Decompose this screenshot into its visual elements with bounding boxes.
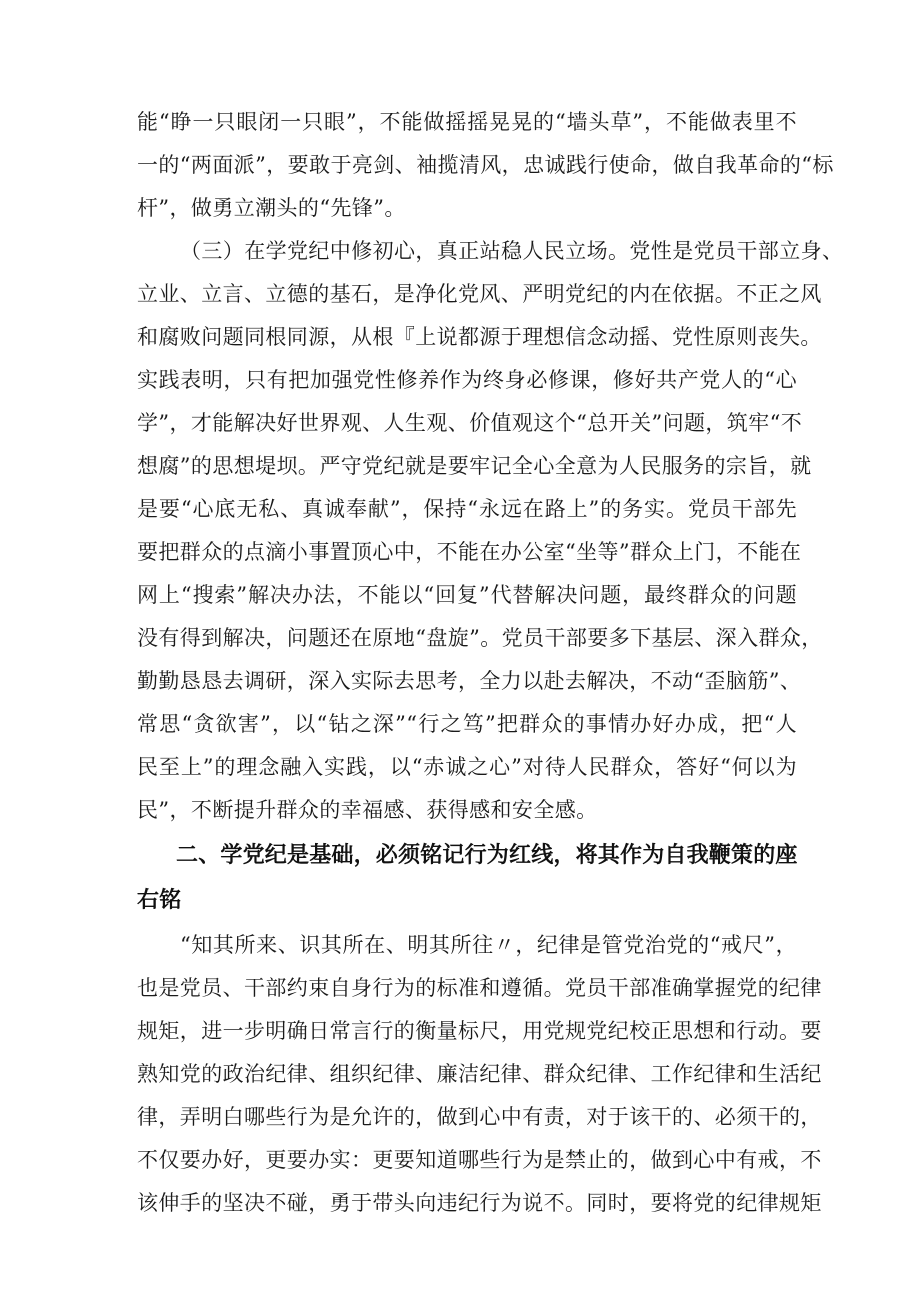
section-heading-continued: 右铭	[137, 888, 182, 913]
section-heading: 二、学党纪是基础，必须铭记行为红线，将其作为自我鞭策的座	[176, 843, 798, 868]
paragraph-line: 能“睁一只眼闭一只眼”，不能做摇摇晃晃的“墙头草”，不能做表里不	[137, 110, 797, 134]
paragraph-line: 常思“贪欲害”，以“钻之深”“行之笃”把群众的事情办好办成，把“人	[137, 712, 797, 736]
paragraph-line: 立业、立言、立德的基石，是净化党风、严明党纪的内在依据。不正之风	[137, 282, 822, 306]
paragraph-line: 是要“心底无私、真诚奉献”，保持“永远在路上”的务实。党员干部先	[137, 497, 797, 521]
paragraph-line: 想腐”的思想堤坝。严守党纪就是要牢记全心全意为人民服务的宗旨，就	[137, 454, 812, 478]
paragraph-line: 民”，不断提升群众的幸福感、获得感和安全感。	[137, 798, 598, 822]
section-three-first-line: （三）在学党纪中修初心，真正站稳人民立场。党性是党员干部立身、	[180, 239, 844, 263]
paragraph-line: 勤勤恳恳去调研，深入实际去思考，全力以赴去解决，不动“歪脑筋”、	[137, 669, 802, 693]
paragraph-line: 一的“两面派”，要敢于亮剑、袖揽清风，忠诚践行使命，做自我革命的“标	[137, 153, 834, 177]
paragraph-line: 学”，才能解决好世界观、人生观、价值观这个“总开关”问题，筑牢“不	[137, 411, 803, 435]
paragraph-line: 熟知党的政治纪律、组织纪律、廉洁纪律、群众纪律、工作纪律和生活纪	[137, 1062, 822, 1086]
paragraph-line: 要把群众的点滴小事置顶心中，不能在办公室“坐等”群众上门，不能在	[137, 540, 802, 564]
paragraph-line: 该伸手的坚决不碰，勇于带头向违纪行为说不。同时，要将党的纪律规矩	[137, 1191, 822, 1215]
section-two-first-line: “知其所来、识其所在、明其所往〃，纪律是管党治党的“戒尺”，	[180, 933, 797, 957]
paragraph-line: 民至上”的理念融入实践，以“赤诚之心”对待人民群众，答好“何以为	[137, 755, 797, 779]
paragraph-line: 实践表明，只有把加强党性修养作为终身必修课，修好共产党人的“心	[137, 368, 797, 392]
paragraph-line: 规矩，进一步明确日常言行的衡量标尺，用党规党纪校正思想和行动。要	[137, 1019, 822, 1043]
paragraph-line: 也是党员、干部约束自身行为的标准和遵循。党员干部准确掌握党的纪律	[137, 976, 822, 1000]
paragraph-line: 律，弄明白哪些行为是允许的，做到心中有责，对于该干的、必须干的，	[137, 1105, 822, 1129]
paragraph-line: 网上“搜索”解决办法，不能以“回复”代替解决问题，最终群众的问题	[137, 583, 797, 607]
paragraph-line: 杆”，做勇立潮头的“先锋”。	[137, 196, 406, 220]
paragraph-line: 和腐败问题同根同源，从根『上说都源于理想信念动摇、党性原则丧失。	[137, 325, 822, 349]
paragraph-line: 不仅要办好，更要办实：更要知道哪些行为是禁止的，做到心中有戒，不	[137, 1148, 822, 1172]
paragraph-line: 没有得到解决，问题还在原地“盘旋”。党员干部要多下基层、深入群众，	[137, 626, 823, 650]
